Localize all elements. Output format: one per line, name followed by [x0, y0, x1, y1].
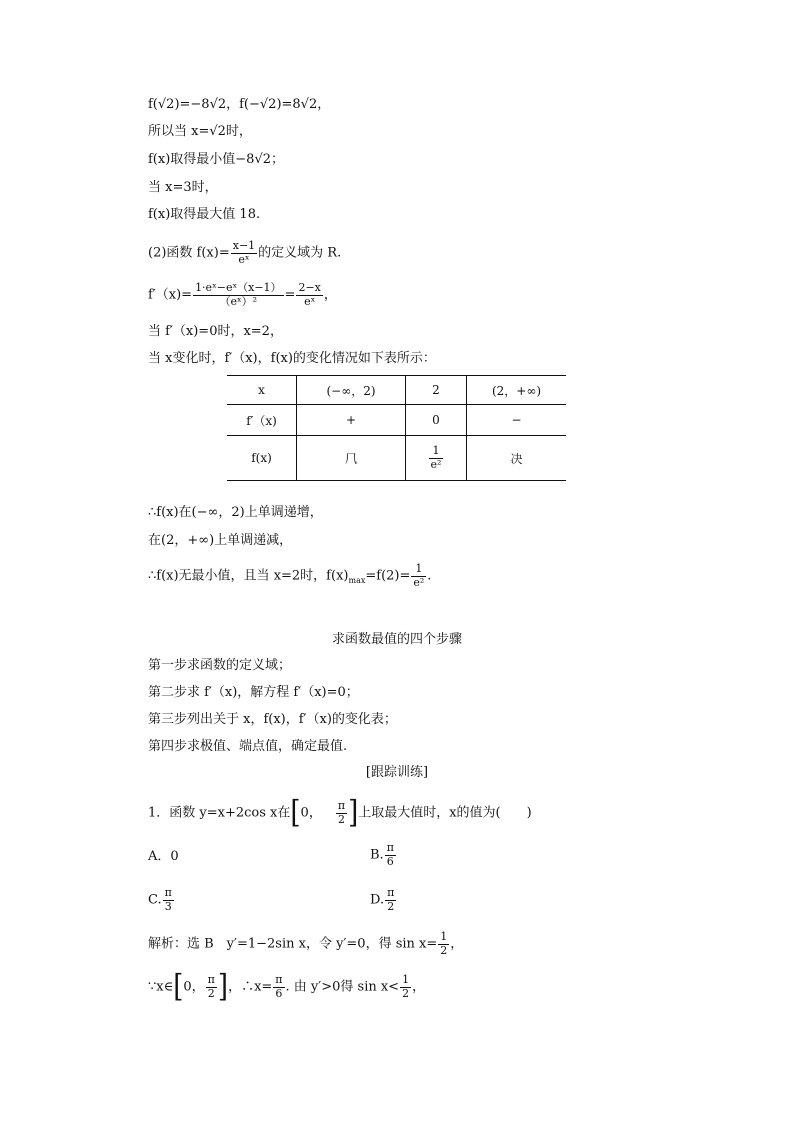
text-segment: (2)函数 f(x)= — [148, 245, 230, 261]
text-segment: 0， — [300, 805, 322, 821]
text-segment: 解析：选 B y′=1−2sin x，令 y′=0，得 sin x= — [148, 936, 438, 952]
option-label: C. — [148, 892, 162, 908]
denominator: 2 — [440, 943, 448, 957]
text-line: 所以当 x=√2时， — [148, 124, 252, 139]
option-d — [370, 887, 397, 913]
table-row — [227, 436, 566, 481]
table-cell: 0 — [406, 405, 467, 436]
text-line: ∴f(x)在(−∞，2)上单调递增， — [148, 505, 323, 520]
fraction — [336, 800, 347, 826]
option-label: B. — [370, 847, 384, 863]
fraction — [193, 282, 283, 308]
denominator: e² — [430, 457, 442, 471]
option-label: D. — [370, 892, 385, 908]
numerator: 1 — [402, 973, 410, 986]
right-bracket: ] — [217, 969, 229, 1006]
table-cell — [406, 436, 467, 481]
table-cell: f(x) — [227, 436, 297, 481]
fraction — [385, 887, 396, 913]
equation-line — [148, 240, 341, 266]
right-bracket: ] — [348, 795, 359, 832]
text-line: 第二步求 f′（x)，解方程 f′（x)=0； — [148, 685, 359, 700]
text-line: 第四步求极值、端点值，确定最值. — [148, 739, 348, 754]
numerator: 2−x — [298, 281, 321, 294]
table-cell: (−∞，2) — [297, 376, 406, 405]
text-segment: . 由 y′>0得 sin x< — [285, 979, 400, 995]
table-cell: (2，+∞) — [467, 376, 567, 405]
solution-line — [148, 969, 426, 1006]
left-bracket: [ — [290, 795, 301, 832]
denominator: eˣ — [238, 252, 250, 266]
fraction — [411, 563, 426, 589]
equation-line — [148, 282, 337, 308]
text-segment: = — [284, 287, 296, 303]
denominator: （eˣ）² — [219, 294, 258, 308]
subscript: max — [348, 576, 366, 586]
variation-table — [227, 375, 566, 481]
numerator: x−1 — [232, 239, 256, 252]
option-c — [148, 887, 175, 913]
numerator: π — [275, 973, 283, 986]
numerator: 1·eˣ−eˣ（x−1） — [195, 281, 282, 294]
text-segment: ∵x∈ — [148, 979, 174, 995]
table-row — [227, 376, 566, 405]
fraction — [206, 974, 217, 1000]
numerator: π — [387, 886, 395, 899]
fraction — [438, 931, 449, 957]
text-line: f(x)取得最大值 18. — [148, 207, 261, 222]
denominator: 2 — [337, 812, 345, 826]
text-segment: f′（x)= — [148, 287, 193, 303]
text-segment: ，∴x= — [228, 979, 273, 995]
text-segment: ， — [450, 936, 464, 952]
text-line: f(√2)=−8√2，f(−√2)=8√2， — [148, 97, 331, 112]
table-cell: − — [467, 405, 567, 436]
option-a: A．0 — [148, 849, 179, 864]
text-line: 当 f′（x)=0时，x=2， — [148, 324, 283, 339]
denominator: 3 — [164, 899, 172, 913]
denominator: eˣ — [304, 294, 316, 308]
text-segment: =f(2)= — [365, 568, 411, 584]
text-segment: ∴f(x)无最小值，且当 x=2时，f(x) — [148, 568, 349, 584]
table-cell: + — [297, 405, 406, 436]
question-line — [148, 795, 532, 832]
denominator: e² — [413, 575, 425, 589]
fraction — [429, 445, 444, 471]
denominator: 2 — [402, 986, 410, 1000]
fraction — [400, 974, 411, 1000]
text-segment: 0， — [183, 979, 205, 995]
numerator: π — [164, 886, 172, 899]
text-segment: 的定义域为 R. — [258, 245, 342, 261]
solution-line — [148, 931, 463, 957]
practice-heading: [跟踪训练] — [365, 765, 429, 780]
text-line: 当 x=3时， — [148, 180, 218, 195]
numerator: π — [207, 973, 215, 986]
text-segment: 上取最大值时，x的值为( ) — [358, 805, 532, 821]
text-line: f(x)取得最小值−8√2； — [148, 152, 285, 167]
fraction — [231, 240, 257, 266]
equation-line — [148, 563, 431, 590]
text-segment: ， — [323, 287, 337, 303]
text-segment: ， — [412, 979, 426, 995]
left-bracket: [ — [173, 969, 184, 1006]
fraction — [296, 282, 322, 308]
denominator: 6 — [275, 986, 283, 1000]
table-cell: ⺇ — [297, 436, 406, 481]
text-segment: . — [427, 568, 432, 584]
section-title: 求函数最值的四个步骤 — [331, 632, 462, 647]
denominator: 2 — [387, 899, 395, 913]
fraction — [385, 842, 396, 868]
denominator: 6 — [386, 854, 394, 868]
text-line: 第一步求函数的定义域； — [148, 658, 292, 673]
table-cell: x — [227, 376, 297, 405]
text-line: 在(2，+∞)上单调递减， — [148, 533, 293, 548]
table-cell: f′（x) — [227, 405, 297, 436]
numerator: 1 — [440, 930, 448, 943]
fraction — [163, 887, 174, 913]
table-row — [227, 405, 566, 436]
table-cell: 2 — [406, 376, 467, 405]
option-b — [370, 842, 397, 868]
fraction — [273, 974, 284, 1000]
numerator: π — [337, 799, 346, 812]
denominator: 2 — [207, 986, 215, 1000]
table-cell: 决 — [467, 436, 567, 481]
text-segment: 1．函数 y=x+2cos x在 — [148, 805, 291, 821]
numerator: 1 — [411, 563, 426, 577]
numerator: π — [386, 841, 394, 854]
text-line: 第三步列出关于 x，f(x)，f′（x)的变化表； — [148, 712, 397, 727]
text-line: 当 x变化时，f′（x)，f(x)的变化情况如下表所示： — [148, 351, 436, 366]
numerator: 1 — [429, 445, 444, 459]
